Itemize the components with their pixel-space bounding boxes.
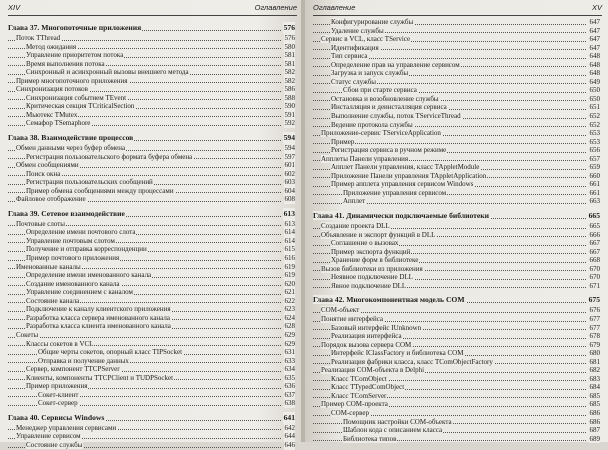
toc-page-number: 676 (589, 306, 600, 315)
toc-entry-title: Приложение управления сервисом (343, 188, 447, 197)
toc-entry (313, 409, 600, 418)
toc-entry (313, 315, 600, 324)
toc-entry (313, 44, 600, 53)
toc-entry (313, 121, 600, 130)
toc-entry-title: Остановка и возобновление службы (331, 94, 439, 103)
toc-entry-title: Глава 37. Многопоточные приложения (8, 23, 142, 32)
toc-entry (313, 324, 600, 333)
toc-page-number: 685 (589, 391, 600, 400)
toc-page-number: 687 (589, 426, 600, 435)
toc-entry (8, 170, 295, 179)
toc-page-number: 647 (589, 26, 600, 35)
toc-entry-title: Приложение-сервис TServiceApplication (321, 129, 441, 138)
toc-entry (313, 129, 600, 138)
toc-page-number: 668 (589, 256, 600, 265)
toc-page-number: 615 (284, 245, 295, 254)
toc-entry-title: Определение прав на управление сервисом (331, 60, 460, 69)
toc-page-number: 588 (284, 93, 295, 102)
toc-page-number: 661 (589, 180, 600, 189)
toc-page-number: 677 (589, 314, 600, 323)
toc-entry-title: Обмен сообщениями (16, 161, 79, 170)
toc-entry-title: Шаблон кода с описанием класса (343, 426, 443, 435)
toc-entry-title: Семафор TSemaphore (26, 119, 91, 128)
left-page-header (8, 3, 297, 16)
toc-entry (8, 271, 295, 280)
toc-entry (313, 366, 600, 375)
toc-entry-title: Реализация COM-объекта в Delphi (321, 366, 425, 375)
toc-entry-title: Поиск окна (26, 169, 61, 178)
toc-entry-title: Регистрация пользовательского формата буфера обмена (26, 152, 193, 161)
toc-page-number: 670 (589, 264, 600, 273)
toc-entry-title: Сбои при старте сервиса (343, 86, 417, 95)
toc-entry (8, 144, 295, 153)
toc-entry-title: Сервис в VCL, класс TService (321, 35, 411, 44)
toc-entry-title: Объявление и экспорт функций в DLL (321, 230, 436, 239)
toc-entry-title: Получение и отправка корреспонденции (26, 245, 147, 254)
toc-entry (8, 374, 295, 383)
toc-page-number: 594 (284, 144, 295, 153)
toc-entry-title: Разработка класса клиента именованного канала (26, 322, 171, 331)
toc-page-number: 582 (284, 76, 295, 85)
toc-entry (8, 85, 295, 94)
toc-entry (8, 77, 295, 86)
toc-entry-title: Апплеты Панели управления (321, 154, 409, 163)
toc-entry-title: Пример многопоточного приложения (16, 76, 128, 85)
toc-entry (8, 68, 295, 77)
toc-entry-title: Создание проекта DLL (321, 222, 390, 231)
toc-entry (313, 426, 600, 435)
toc-entry-title: Неявное подключение DLL (331, 273, 413, 282)
toc-page-number: 635 (284, 373, 295, 382)
toc-page-number: 659 (589, 163, 600, 172)
toc-page-number: 651 (589, 103, 600, 112)
toc-entry-title: Помощник настройки COM-объекта (343, 417, 452, 426)
toc-entry (313, 400, 600, 409)
toc-entry (313, 52, 600, 61)
toc-entry (8, 187, 295, 196)
toc-entry-title: Библиотека типов (343, 434, 397, 443)
toc-entry-title: Пример обмена сообщениями между процессами (26, 186, 174, 195)
toc-entry-title: Управление почтовым слотом (26, 236, 115, 245)
toc-page-number: 647 (589, 18, 600, 26)
toc-entry (8, 254, 295, 263)
toc-page-number: 621 (284, 288, 295, 297)
toc-page-number: 681 (589, 357, 600, 366)
right-page-header (313, 3, 602, 16)
toc-page-number: 648 (589, 52, 600, 61)
toc-entry-title: Глава 39. Сетевое взаимодействие (8, 208, 125, 218)
toc-page-number: 647 (589, 35, 600, 44)
toc-page-number: 653 (589, 129, 600, 138)
toc-entry-title: Состояние канала (26, 296, 80, 305)
toc-entry (313, 256, 600, 265)
toc-page-number: 679 (589, 340, 600, 349)
toc-page-number: 683 (589, 374, 600, 383)
toc-page-number: 663 (589, 197, 600, 206)
toc-entry-title: Управление сервисом (16, 432, 81, 441)
toc-entry (8, 399, 295, 408)
toc-entry-title: COM-сервер (331, 408, 369, 417)
toc-entry (8, 34, 295, 43)
toc-page-number: 628 (284, 322, 295, 331)
toc-page-number: 650 (589, 86, 600, 95)
toc-entry (8, 228, 295, 237)
toc-entry-title: Глава 41. Динамически подключаемые библиотеки (313, 211, 490, 221)
toc-entry-title: Пример COM-проекта (321, 400, 388, 409)
toc-entry-title: Глава 38. Взаимодействие процессов (8, 133, 134, 143)
toc-page-number: 634 (284, 365, 295, 374)
toc-entry-title: Пример почтового приложения (26, 254, 120, 263)
toc-page-number: 684 (589, 383, 600, 392)
toc-entry-title: Хранение форм в библиотеке (331, 256, 419, 265)
toc-page-number: 646 (284, 440, 295, 449)
toc-chapter-entry (8, 22, 295, 34)
toc-entry-title: Глава 42. Многокомпонентная модель COM (313, 295, 465, 305)
toc-entry-title: Пример апплета управления сервисом Windows (331, 180, 474, 189)
toc-entry (8, 43, 295, 52)
toc-chapter-entry (8, 132, 295, 144)
toc-entry-title: Выполнение службы, поток TServiceThread (331, 112, 461, 121)
toc-entry (8, 51, 295, 60)
toc-entry (313, 248, 600, 257)
toc-entry-title: Приложение Панели управления TAppletApplication (331, 171, 487, 180)
toc-entry-title: Тип сервиса (331, 52, 368, 61)
toc-entry (8, 178, 295, 187)
toc-entry (8, 340, 295, 349)
toc-page-number: 623 (284, 305, 295, 314)
toc-page-number: 602 (284, 169, 295, 178)
toc-page-number: 638 (284, 399, 295, 408)
toc-entry (8, 357, 295, 366)
toc-entry-title: Синхронный и асинхронный вызовы внешнего метода (26, 68, 189, 77)
toc-page-number: 636 (284, 382, 295, 391)
toc-entry (8, 195, 295, 204)
toc-entry (313, 435, 600, 444)
toc-entry-title: Класс TTypedComObject (331, 383, 405, 392)
toc-entry (313, 163, 600, 172)
toc-page-number: 604 (284, 186, 295, 195)
toc-entry (313, 383, 600, 392)
toc-entry (8, 153, 295, 162)
toc-page-number: 581 (284, 51, 295, 60)
toc-entry (313, 61, 600, 70)
toc-page-number: 619 (284, 271, 295, 280)
toc-page-number: 648 (589, 69, 600, 78)
toc-chapter-entry (313, 210, 600, 222)
toc-page-number: 582 (284, 68, 295, 77)
toc-page-number: 677 (589, 323, 600, 332)
toc-entry (313, 103, 600, 112)
toc-entry-title: Понятие интерфейса (321, 314, 384, 323)
toc-entry-title: Ведение протокола службы (331, 120, 413, 129)
toc-entry-title: Файловое отображение (16, 195, 86, 204)
toc-entry-title: Подключение к каналу клиентского приложения (26, 305, 171, 314)
toc-entry-title: Класс TComObject (331, 374, 387, 383)
toc-entry-title: Разработка класса сервера именованного канала (26, 313, 170, 322)
toc-entry-title: Регистрация сервиса в ручном режиме (331, 146, 447, 155)
toc-entry-title: Класс TComServer (331, 391, 387, 400)
toc-entry-title: Сокет-сервер (38, 399, 78, 408)
toc-entry (313, 112, 600, 121)
toc-entry-title: Мьютекс TMutex (26, 110, 78, 119)
toc-entry-title: Апплет (343, 197, 366, 206)
toc-entry-title: Сервер, компонент TTCPServer (26, 365, 120, 374)
toc-page-number: 576 (284, 34, 295, 42)
toc-entry-title: Идентификация (331, 43, 379, 52)
toc-page-number: 590 (284, 102, 295, 111)
toc-entry-title: Статус службы (331, 77, 376, 86)
toc-entry (313, 239, 600, 248)
toc-entry-title: Метод ожидания (26, 42, 77, 51)
toc-page-number: 665 (588, 211, 600, 221)
toc-page-number: 624 (284, 313, 295, 322)
toc-page-number: 667 (589, 239, 600, 248)
toc-entry-title: Критическая секция TCriticalSection (26, 102, 135, 111)
toc-entry (313, 146, 600, 155)
toc-page-number: 613 (284, 219, 295, 228)
toc-entry (313, 282, 600, 291)
toc-entry-title: Явное подключение DLL (331, 281, 407, 290)
toc-entry-title: Реализация интерфейса (331, 332, 402, 341)
toc-page-number: 667 (589, 247, 600, 256)
toc-entry (313, 306, 600, 315)
toc-entry (8, 348, 295, 357)
left-toc-list (8, 18, 295, 450)
toc-entry (8, 331, 295, 340)
toc-page-number: 594 (283, 133, 295, 143)
toc-entry-title: Порядок вызова сервера COM (321, 340, 412, 349)
toc-entry-title: Пример экспорта функций (331, 247, 411, 256)
toc-entry-title: Сокеты (16, 330, 39, 339)
toc-entry-title: Апплет Панели управления, класс TAppletModule (331, 163, 480, 172)
toc-entry (313, 197, 600, 206)
toc-entry (8, 161, 295, 170)
toc-entry (313, 358, 600, 367)
toc-page-number: 653 (589, 137, 600, 146)
toc-page-number: 657 (589, 154, 600, 163)
toc-entry-title: Соглашение о вызовах (331, 239, 399, 248)
toc-page-number: 616 (284, 254, 295, 263)
toc-entry (8, 280, 295, 289)
toc-entry-title: Синхронизация событием TEvent (26, 93, 127, 102)
toc-page-number: 680 (589, 349, 600, 358)
toc-page-number: 629 (284, 339, 295, 348)
toc-entry (313, 69, 600, 78)
toc-entry (8, 322, 295, 331)
toc-entry-title: Общие черты сокетов, опорный класс TIPSocket (38, 348, 183, 357)
toc-entry-title: Загрузка и запуск службы (331, 69, 409, 78)
toc-page-number: 685 (589, 400, 600, 409)
toc-page-number: 675 (588, 295, 600, 305)
toc-page-number: 648 (589, 60, 600, 69)
toc-page-number: 580 (284, 42, 295, 51)
toc-page-number: 644 (284, 432, 295, 441)
toc-entry-title: Вызов библиотеки из приложения (321, 264, 423, 273)
toc-entry-title: COM-объект (321, 306, 360, 315)
toc-page-number: 608 (284, 195, 295, 204)
toc-page-number: 603 (284, 178, 295, 187)
toc-entry (313, 349, 600, 358)
toc-page-number: 576 (283, 23, 295, 32)
toc-page-number: 631 (284, 348, 295, 357)
toc-page-number: 686 (589, 408, 600, 417)
toc-entry (8, 288, 295, 297)
toc-entry (8, 245, 295, 254)
toc-page-number: 660 (589, 171, 600, 180)
toc-entry-title: Обмен данными через буфер обмена (16, 144, 126, 153)
toc-page-number: 649 (589, 77, 600, 86)
toc-entry-title: Удаление службы (331, 26, 384, 35)
toc-entry-title: Почтовые слоты (16, 219, 65, 228)
toc-entry (8, 382, 295, 391)
toc-page-number: 592 (284, 119, 295, 128)
toc-page-number: 614 (284, 236, 295, 245)
toc-chapter-entry (8, 412, 295, 424)
toc-entry (313, 27, 600, 36)
toc-page-number: 665 (589, 222, 600, 231)
toc-page-number: 652 (589, 112, 600, 121)
toc-entry (313, 273, 600, 282)
toc-entry-title: Отправка и получение данных (38, 356, 129, 365)
right-toc-list (313, 18, 600, 443)
toc-page-number: 622 (284, 296, 295, 305)
toc-leader-dots (8, 337, 281, 338)
toc-entry (313, 231, 600, 240)
right-page (305, 0, 608, 442)
toc-page-number: 682 (589, 366, 600, 375)
toc-entry-title: Глава 40. Сервисы Windows (8, 412, 105, 422)
toc-entry-title: Регистрация пользовательских сообщений (26, 178, 153, 187)
toc-page-number: 678 (589, 332, 600, 341)
toc-page-number: 686 (589, 417, 600, 426)
toc-page-number: 666 (589, 230, 600, 239)
toc-page-number: 647 (589, 43, 600, 52)
toc-entry (313, 332, 600, 341)
toc-entry-title: Определение имени именованного канала (26, 271, 152, 280)
toc-page-number: 614 (284, 228, 295, 237)
toc-entry (8, 102, 295, 111)
toc-page-number: 629 (284, 330, 295, 339)
toc-entry (313, 341, 600, 350)
toc-entry-title: Управление соединением с каналом (26, 288, 133, 297)
toc-entry (313, 35, 600, 44)
left-running-title: Оглавление (254, 3, 297, 12)
toc-entry-title: Управление приоритетом потока (26, 51, 124, 60)
toc-page-number: 689 (589, 434, 600, 443)
toc-entry (8, 441, 295, 450)
toc-entry-title: Состояние службы (26, 440, 83, 449)
toc-page-number: 641 (283, 412, 295, 422)
toc-entry (313, 222, 600, 231)
toc-entry-title: Менеджер управления сервисами (16, 423, 117, 432)
toc-page-number: 637 (284, 390, 295, 399)
toc-entry (8, 60, 295, 69)
toc-entry-title: Пример (331, 137, 355, 146)
left-page-number: XIV (8, 3, 21, 12)
toc-entry-title: Сокет-клиент (38, 390, 79, 399)
toc-entry (8, 432, 295, 441)
toc-page-number: 652 (589, 120, 600, 129)
toc-entry-title: Определение имени почтового слота (26, 228, 136, 237)
toc-entry-title: Базовый интерфейс IUnknown (331, 323, 422, 332)
toc-entry (313, 18, 600, 27)
toc-page-number: 613 (283, 208, 295, 218)
toc-page-number: 591 (284, 110, 295, 119)
toc-page-number: 597 (284, 152, 295, 161)
left-page (0, 0, 303, 449)
toc-page-number: 671 (589, 281, 600, 290)
toc-page-number: 601 (284, 161, 295, 170)
toc-entry-title: Создание именованного канала (26, 279, 120, 288)
toc-entry-title: Инсталляция и деинсталляция сервиса (331, 103, 447, 112)
right-page-number: XV (591, 3, 602, 12)
toc-page-number: 650 (589, 94, 600, 103)
toc-entry (313, 155, 600, 164)
toc-entry-title: Синхронизация потоков (16, 85, 88, 94)
toc-chapter-entry (313, 294, 600, 306)
toc-entry (8, 365, 295, 374)
toc-page-number: 661 (589, 188, 600, 197)
toc-page-number: 620 (284, 279, 295, 288)
toc-entry-title: Клиенты, компоненты TTCPClient и TUDPSocket (26, 373, 174, 382)
toc-entry-title: Поток TThread (16, 34, 61, 42)
toc-chapter-entry (8, 208, 295, 220)
toc-entry-title: Интерфейс IClassFactory и библиотека COM (331, 349, 464, 358)
toc-entry-title: Конфигурирование службы (331, 18, 414, 26)
toc-entry-title: Реализация фабрики класса, класс TComObjectFactory (331, 357, 493, 366)
toc-page-number: 670 (589, 273, 600, 282)
toc-page-number: 581 (284, 59, 295, 68)
toc-page-number: 656 (589, 146, 600, 155)
toc-entry (313, 138, 600, 147)
toc-entry (8, 305, 295, 314)
toc-entry-title: Время выполнения потока (26, 59, 105, 68)
toc-entry (313, 86, 600, 95)
toc-entry (8, 119, 295, 128)
toc-entry-title: Пример приложения (26, 382, 88, 391)
toc-page-number: 642 (284, 423, 295, 432)
toc-entry-title: Именованные каналы (16, 262, 81, 271)
toc-entry (313, 180, 600, 189)
right-running-title: Оглавление (313, 3, 356, 12)
toc-page-number: 633 (284, 356, 295, 365)
toc-page-number: 619 (284, 262, 295, 271)
toc-entry (313, 418, 600, 427)
toc-entry (8, 263, 295, 272)
toc-entry-title: Классы сокетов в VCL (26, 339, 94, 348)
toc-page-number: 586 (284, 85, 295, 94)
